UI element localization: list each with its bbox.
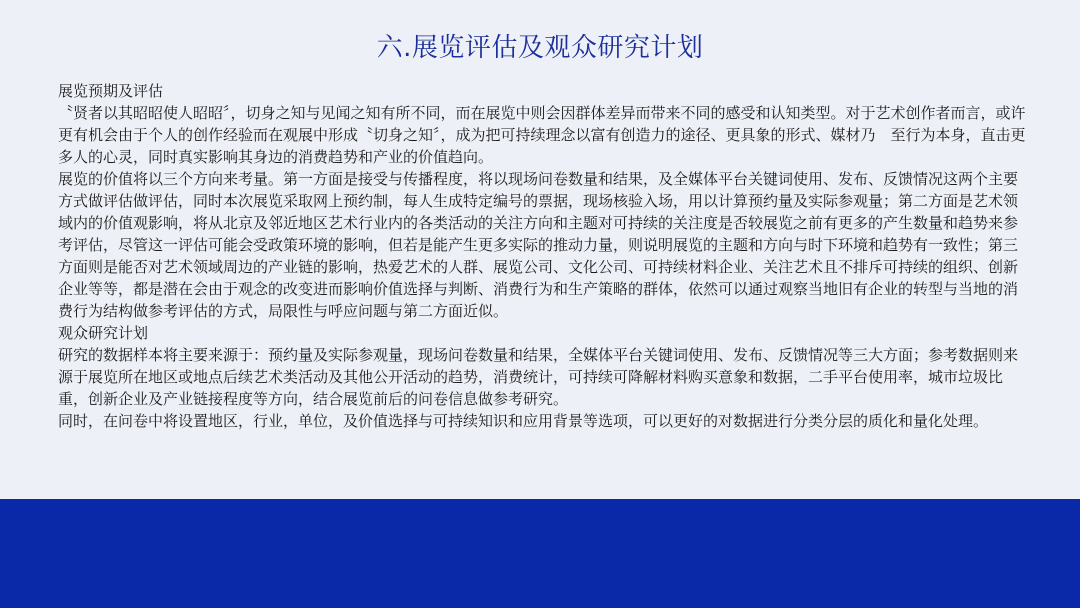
slide-title: 六.展览评估及观众研究计划: [376, 33, 704, 63]
paragraph-data-sources: 研究的数据样本将主要来源于：预约量及实际参观量，现场问卷数量和结果，全媒体平台关键词使用、发布、反馈情况等三大方面；参考数据则来源于展览所在地区或地点后续艺术类活动及其他公开活动的趋势，消费统计，可持续可降解材料购买意象和数据，二手平台使用率，城市垃圾比重，创新企业及产业链接程度等方向，结合展览前后的问卷信息做参考研究。: [58, 346, 1019, 408]
paragraph-evaluation: 展览的价值将以三个方向来考量。第一方面是接受与传播程度，将以现场问卷数量和结果，及全媒体平台关键词使用、发布、反馈情况这两个主要方式做评估做评估，同时本次展览采取网上预约制，每人生成特定编号的票据，现场核验入场，用以计算预约量及实际参观量；第二方面是艺术领域内的价值观影响，将从北京及邻近地区艺术行业内的各类活动的关注方向和主题对可持续的关注度是否较展览之前有更多的产生数量和趋势来参考评估，尽管这一评估可能会受政策环境的影响，但若是能产生更多实际的推动力量，则说明展览的主题和方向与时下环境和趋势有一致性；第三方面则是能否对艺术领域周边的产业链的影响，热爱艺术的人群、展览公司、文化公司、可持续材料企业、关注艺术且不排斥可持续的组织、创新企业等等，都是潜在会由于观念的改变进而影响价值选择与判断、消费行为和生产策略的群体，依然可以通过观察当地旧有企业的转型与当地的消费行为结构做参考评估的方式，局限性与呼应问题与第二方面近似。: [58, 170, 1019, 320]
paragraph-questionnaire: 同时，在问卷中将设置地区，行业，单位，及价值选择与可持续知识和应用背景等选项，可以更好的对数据进行分类分层的质化和量化处理。: [58, 412, 989, 430]
section-heading-audience-research: 观众研究计划: [58, 324, 149, 342]
section-heading-expectation: 展览预期及评估: [58, 82, 164, 100]
slide-body: [58, 80, 1026, 432]
footer-band: [0, 499, 1080, 608]
paragraph-knowledge: 〝贤者以其昭昭使人昭昭〞，切身之知与见闻之知有所不同，而在展览中则会因群体差异而带来不同的感受和认知类型。对于艺术创作者而言，或许更有机会由于个人的创作经验而在观展中形成〝切身之知〞，成为把可持续理念以富有创造力的途径、更具象的形式、媒材乃 至行为本身，直击更多人的心灵，同时真实影响其身边的消费趋势和产业的价值趋向。: [58, 104, 1026, 166]
